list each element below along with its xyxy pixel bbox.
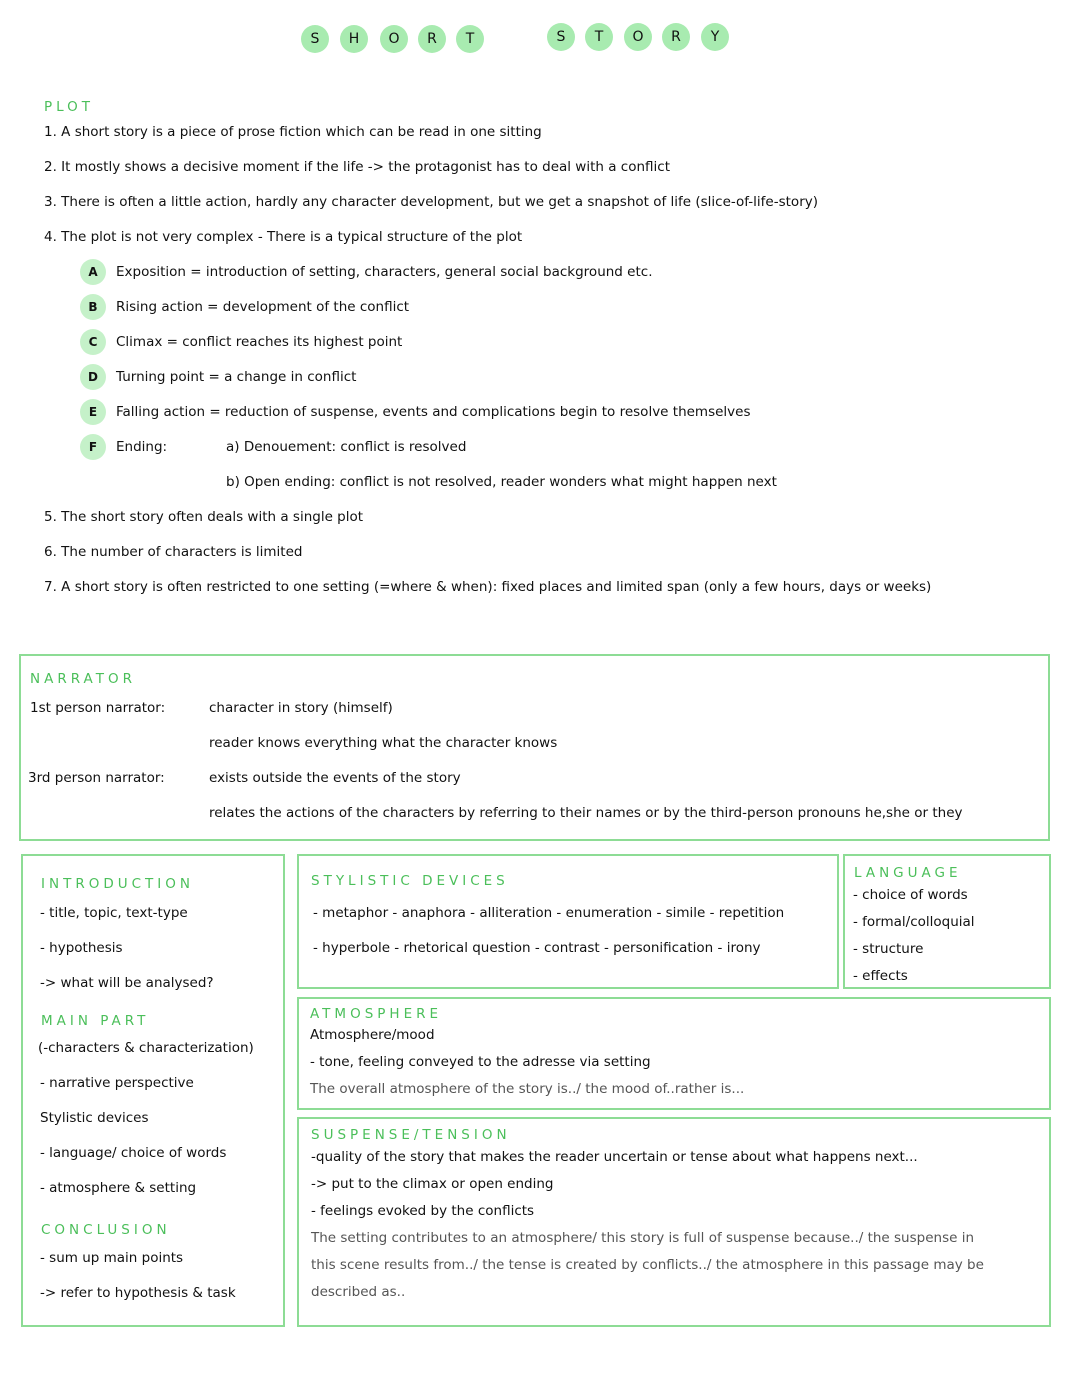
main-line: - narrative perspective (40, 1075, 194, 1091)
structure-item: Exposition = introduction of setting, characters, general social background etc. (116, 264, 653, 280)
language-line: - structure (853, 941, 924, 957)
plot-item: 3. There is often a little action, hardly any character development, but we get a snapshot of life (slice-of-life-story) (44, 194, 819, 210)
title-letter: T (456, 25, 484, 53)
language-heading: LANGUAGE (854, 865, 962, 881)
stylistic-heading: STYLISTIC DEVICES (311, 873, 509, 889)
title-letter: O (624, 23, 652, 51)
suspense-example: The setting contributes to an atmosphere/ this story is full of suspense because../ the suspense in (311, 1230, 975, 1246)
suspense-line: -quality of the story that makes the reader uncertain or tense about what happens next... (311, 1149, 918, 1165)
main-line: (-characters & characterization) (38, 1040, 254, 1056)
first-person-label: 1st person narrator: (30, 700, 166, 716)
suspense-example: this scene results from../ the tense is created by conflicts../ the atmosphere in this passage may be (311, 1257, 984, 1273)
narrator-line: exists outside the events of the story (209, 770, 461, 786)
title-letter: S (547, 23, 575, 51)
atmosphere-heading: ATMOSPHERE (310, 1006, 443, 1022)
structure-item: Turning point = a change in conflict (116, 369, 357, 385)
main-part-heading: MAIN PART (41, 1013, 150, 1029)
title-letter: S (301, 25, 329, 53)
title-letter: O (380, 25, 408, 53)
structure-badge: A (80, 259, 106, 285)
plot-item: 1. A short story is a piece of prose fiction which can be read in one sitting (44, 124, 542, 140)
title-letter: R (662, 23, 690, 51)
language-line: - formal/colloquial (853, 914, 975, 930)
structure-badge: B (80, 294, 106, 320)
narrator-line: character in story (himself) (209, 700, 393, 716)
suspense-heading: SUSPENSE/TENSION (311, 1127, 511, 1143)
structure-item: Ending: (116, 439, 168, 455)
suspense-line: -> put to the climax or open ending (311, 1176, 554, 1192)
stylistic-line: - metaphor - anaphora - alliteration - enumeration - simile - repetition (313, 905, 785, 921)
atmosphere-line: - tone, feeling conveyed to the adresse via setting (310, 1054, 651, 1070)
structure-item: Rising action = development of the conflict (116, 299, 410, 315)
atmosphere-line: Atmosphere/mood (310, 1027, 435, 1043)
plot-item: 5. The short story often deals with a single plot (44, 509, 364, 525)
intro-line: - hypothesis (40, 940, 123, 956)
structure-badge: C (80, 329, 106, 355)
ending-denouement: a) Denouement: conflict is resolved (226, 439, 467, 455)
narrator-line: relates the actions of the characters by referring to their names or by the third-person pronouns he,she or they (209, 805, 963, 821)
title-letter: T (585, 23, 613, 51)
narrator-heading: NARRATOR (30, 671, 136, 687)
structure-badge: F (80, 434, 106, 460)
structure-badge: D (80, 364, 106, 390)
suspense-line: - feelings evoked by the conflicts (311, 1203, 535, 1219)
suspense-example: described as.. (311, 1284, 406, 1300)
plot-heading: PLOT (44, 99, 95, 115)
title-letter: R (418, 25, 446, 53)
title-letter: H (340, 25, 368, 53)
atmosphere-example: The overall atmosphere of the story is../ the mood of..rather is... (310, 1081, 745, 1097)
stylistic-line: - hyperbole - rhetorical question - contrast - personification - irony (313, 940, 761, 956)
intro-line: -> what will be analysed? (40, 975, 214, 991)
language-line: - choice of words (853, 887, 968, 903)
plot-item: 2. It mostly shows a decisive moment if the life -> the protagonist has to deal with a conflict (44, 159, 671, 175)
plot-item: 4. The plot is not very complex - There is a typical structure of the plot (44, 229, 523, 245)
main-line: Stylistic devices (40, 1110, 149, 1126)
language-line: - effects (853, 968, 908, 984)
introduction-heading: INTRODUCTION (41, 876, 194, 892)
structure-badge: E (80, 399, 106, 425)
page-title (0, 24, 1080, 54)
ending-open: b) Open ending: conflict is not resolved, reader wonders what might happen next (226, 474, 777, 490)
intro-line: - title, topic, text-type (40, 905, 188, 921)
plot-item: 7. A short story is often restricted to one setting (=where & when): fixed places and limited span (only a few hours, days or weeks) (44, 579, 932, 595)
third-person-label: 3rd person narrator: (28, 770, 165, 786)
conclusion-line: -> refer to hypothesis & task (40, 1285, 236, 1301)
narrator-line: reader knows everything what the character knows (209, 735, 558, 751)
plot-item: 6. The number of characters is limited (44, 544, 303, 560)
conclusion-heading: CONCLUSION (41, 1222, 171, 1238)
main-line: - language/ choice of words (40, 1145, 227, 1161)
structure-item: Climax = conflict reaches its highest point (116, 334, 403, 350)
conclusion-line: - sum up main points (40, 1250, 184, 1266)
title-letter: Y (701, 23, 729, 51)
main-line: - atmosphere & setting (40, 1180, 197, 1196)
structure-item: Falling action = reduction of suspense, events and complications begin to resolve themselves (116, 404, 751, 420)
